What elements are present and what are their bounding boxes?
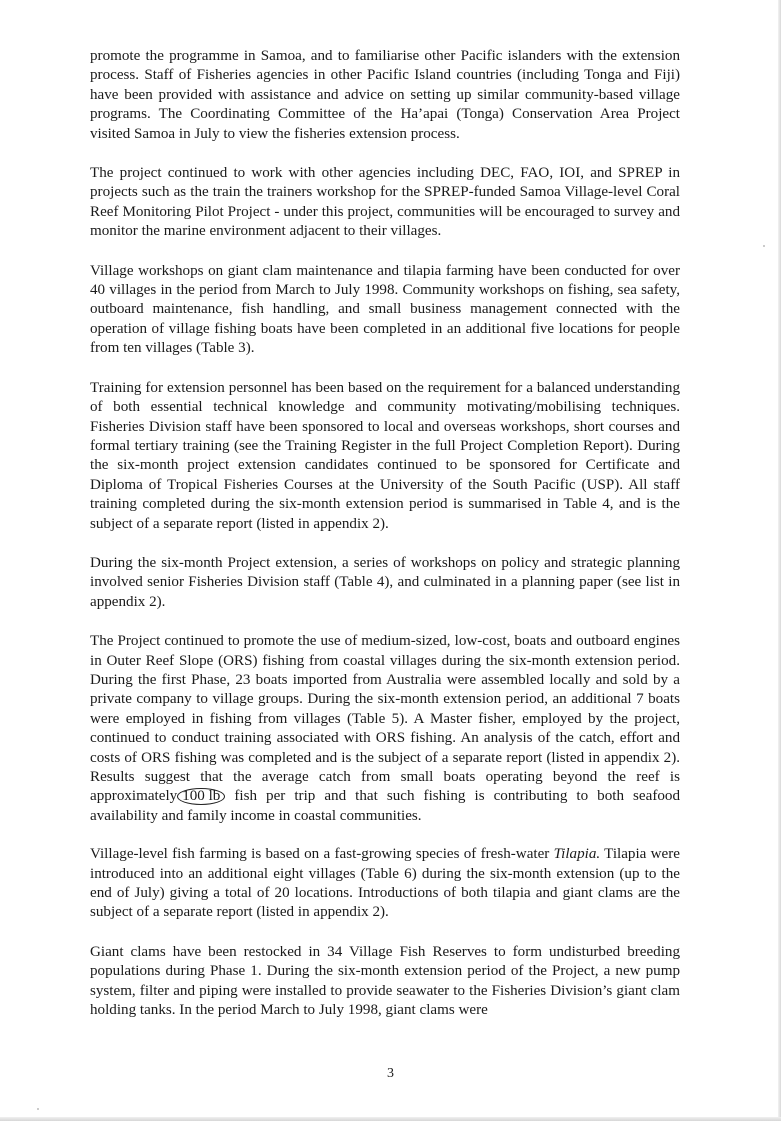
document-body xyxy=(90,47,680,1040)
tilapia-text-after: Tilapia were introduced into an additional eight villages (Table 6) during the six-month extension (up to the end of July) giving a total of 20 locations. Introductions of both tilapia and giant clams are the subject of a separate report (listed in appendix 2). xyxy=(90,846,680,921)
scan-bottom-edge xyxy=(0,1117,781,1121)
paragraph-ors-fishing xyxy=(90,632,680,826)
scan-speck xyxy=(763,245,765,247)
tilapia-species-italic: Tilapia. xyxy=(553,846,601,863)
ors-text-before: The Project continued to promote the use of medium-sized, low-cost, boats and outboard engines in Outer Reef Slope (ORS) fishing from coastal villages during the six-month extension period. During the first Phase, 23 boats imported from Australia were assembled locally and sold by a private company to village groups. During the six-month extension period, an additional 7 boats were employed in fishing from villages (Table 5). A Master fisher, employed by the project, continued to conduct training associated with ORS fishing. An analysis of the catch, effort and costs of ORS fishing was completed and is the subject of a separate report (listed in appendix 2). Results suggest that the average catch from small boats operating beyond the reef is approximately xyxy=(90,633,680,805)
scan-speck xyxy=(37,1108,39,1110)
paragraph-village-workshops: Village workshops on giant clam maintenance and tilapia farming have been conducted for over 40 villages in the period from March to July 1998. Community workshops on fishing, sea safety, outboard maintenance, fish handling, and small business management connected with the operation of village fishing boats have been completed in an additional five locations for people from ten villages (Table 3). xyxy=(90,262,680,357)
ors-text-after: fish per trip and that such fishing is contributing to both seafood availability and family income in coastal communities. xyxy=(90,788,680,824)
page-number: 3 xyxy=(387,1066,394,1081)
paragraph-extension-promotion: promote the programme in Samoa, and to familiarise other Pacific islanders with the extension process. Staff of Fisheries agencies in other Pacific Island countries (including Tonga and Fiji) have been provided with assistance and advice on setting up similar community-based village programs. The Coordinating Committee of the Ha’apai (Tonga) Conservation Area Project visited Samoa in July to view the fisheries extension process. xyxy=(90,48,680,142)
paragraph-agency-collaboration: The project continued to work with other agencies including DEC, FAO, IOI, and SPREP in projects such as the train the trainers workshop for the SPREP-funded Samoa Village-level Coral Reef Monitoring Pilot Project - under this project, communities will be encouraged to survey and monitor the marine environment adjacent to their villages. xyxy=(90,165,680,240)
circled-annotation: 100 lb xyxy=(177,788,225,805)
tilapia-text-before: Village-level fish farming is based on a fast-growing species of fresh-water xyxy=(90,846,554,863)
paragraph-tilapia-farming xyxy=(90,845,680,923)
paragraph-extension-training: Training for extension personnel has been based on the requirement for a balanced understanding of both essential technical knowledge and community motivating/mobilising techniques. Fisheries Division staff have been sponsored to local and overseas workshops, short courses and formal tertiary training (see the Training Register in the full Project Completion Report). During the six-month project extension candidates continued to be sponsored for Certificate and Diploma of Tropical Fisheries Courses at the University of the South Pacific (USP). All staff training completed during the six-month extension period is summarised in Table 4, and is the subject of a separate report (listed in appendix 2). xyxy=(90,379,680,532)
paragraph-giant-clams: Giant clams have been restocked in 34 Village Fish Reserves to form undisturbed breeding populations during Phase 1. During the six-month extension period of the Project, a new pump system, filter and piping were installed to provide seawater to the Fisheries Division’s giant clam holding tanks. In the period March to July 1998, giant clams were xyxy=(90,943,680,1019)
paragraph-strategic-planning: During the six-month Project extension, a series of workshops on policy and strategic planning involved senior Fisheries Division staff (Table 4), and culminated in a planning paper (see list in appendix 2). xyxy=(90,554,680,610)
